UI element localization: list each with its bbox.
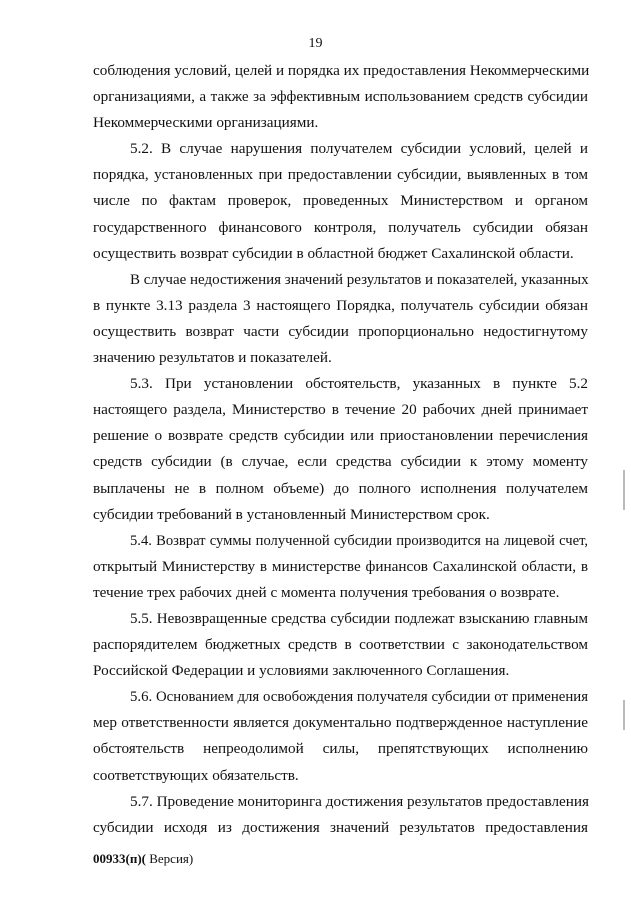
text-line: субсидии исходя из достижения значений результатов предоставления — [93, 818, 588, 836]
document-footer — [93, 851, 193, 867]
text-line: средств субсидии (в случае, если средства субсидии к этому моменту — [93, 453, 588, 471]
text-line: 5.5. Невозвращенные средства субсидии подлежат взысканию главным — [130, 610, 588, 627]
text-line: осуществить возврат части субсидии пропорционально недостигнутому — [93, 322, 588, 340]
text-line: в пункте 3.13 раздела 3 настоящего Порядка, получатель субсидии обязан — [93, 296, 588, 314]
text-line: течение трех рабочих дней с момента получения требования о возврате. — [93, 583, 560, 601]
text-line: 5.2. В случае нарушения получателем субсидии условий, целей и — [130, 140, 588, 158]
text-line: обстоятельств непреодолимой силы, препятствующих исполнению — [93, 740, 588, 758]
text-line: распорядителем бюджетных средств в соответствии с законодательством — [93, 636, 588, 654]
text-line: числе по фактам проверок, проведенных Министерством и органом — [93, 192, 588, 210]
text-line: организациями, а также за эффективным использованием средств субсидии — [93, 88, 588, 106]
text-line: порядка, установленных при предоставлении субсидии, выявленных в том — [93, 166, 588, 184]
document-version: Версия) — [145, 851, 194, 866]
text-line: соблюдения условий, целей и порядка их предоставления Некоммерческими — [93, 62, 590, 79]
page-number: 19 — [308, 36, 323, 51]
text-line: государственного финансового контроля, получатель субсидии обязан — [93, 218, 588, 236]
text-line: 5.3. При установлении обстоятельств, указанных в пункте 5.2 — [130, 375, 588, 393]
text-line: осуществить возврат субсидии в областной бюджет Сахалинской области. — [93, 244, 574, 262]
text-line: субсидии требований в установленный Министерством срок. — [93, 505, 490, 523]
text-line: 5.7. Проведение мониторинга достижения результатов предоставления — [130, 792, 590, 810]
text-line: Российской Федерации и условиями заключенного Соглашения. — [93, 662, 510, 680]
document-code: 00933(п)( — [93, 851, 146, 866]
text-line: В случае недостижения значений результатов и показателей, указанных — [130, 271, 589, 288]
document-body — [93, 58, 588, 841]
text-line: 5.4. Возврат суммы полученной субсидии производится на лицевой счет, — [130, 532, 588, 549]
text-line: открытый Министерству в министерстве финансов Сахалинской области, в — [93, 557, 588, 575]
text-line: выплачены не в полном объеме) до полного исполнения получателем — [93, 479, 588, 497]
text-line: соответствующих обязательств. — [93, 766, 299, 784]
scan-edge-mark — [623, 470, 625, 510]
text-line: настоящего раздела, Министерство в течение 20 рабочих дней принимает — [93, 401, 588, 419]
text-line: мер ответственности является документально подтвержденное наступление — [93, 714, 588, 732]
text-line: Некоммерческими организациями. — [93, 114, 319, 132]
scan-edge-mark — [623, 700, 625, 730]
text-line: 5.6. Основанием для освобождения получателя субсидии от применения — [130, 689, 588, 706]
text-line: значению результатов и показателей. — [93, 349, 332, 367]
text-line: решение о возврате средств субсидии или приостановлении перечисления — [93, 427, 588, 445]
